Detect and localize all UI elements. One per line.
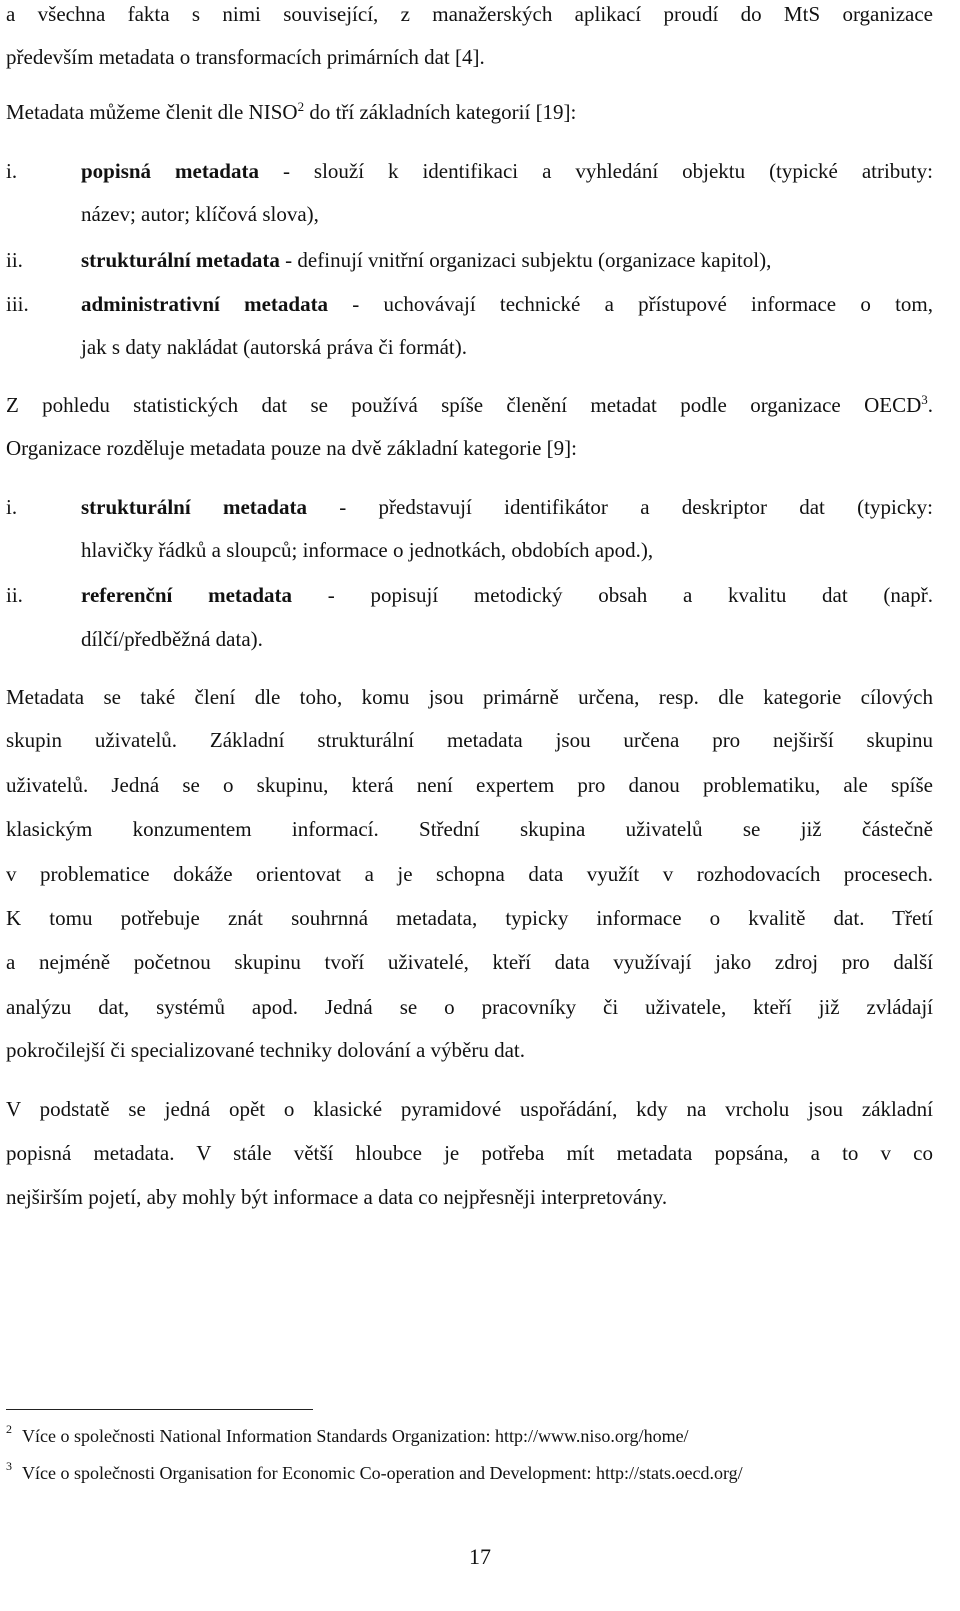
oecd-introduction-text: Z pohledu statistických dat se používá spíše členění metadat podle organizace OECD [6, 393, 922, 417]
list-item-text [81, 246, 771, 274]
list-item-text [81, 493, 933, 521]
metadata-description: - uchovávají technické a přístupové informace o tom, [328, 292, 933, 316]
list-number: iii. [6, 292, 29, 316]
paragraph-line: v problematice dokáže orientovat a je schopna data využít v rozhodovacích procesech. [6, 862, 933, 886]
metadata-term: popisná metadata [81, 159, 259, 183]
paragraph-line: V podstatě se jedná opět o klasické pyramidové uspořádání, kdy na vrcholu jsou základní [6, 1097, 933, 1121]
footnote-text: Více o společnosti National Information Standards Organization: http://www.niso.org/home/ [22, 1426, 689, 1446]
paragraph-line: pokročilejší či specializované techniky dolování a výběru dat. [6, 1038, 525, 1062]
paragraph-line: Metadata se také člení dle toho, komu jsou primárně určena, resp. dle kategorie cílových [6, 685, 933, 709]
niso-introduction [6, 98, 576, 126]
list-item-continuation: dílčí/předběžná data). [81, 627, 263, 651]
paragraph-line: uživatelů. Jedná se o skupinu, která není expertem pro danou problematiku, ale spíše [6, 773, 933, 797]
paragraph-line: analýzu dat, systémů apod. Jedná se o pracovníky či uživatele, kteří již zvládají [6, 995, 933, 1019]
metadata-description: - slouží k identifikaci a vyhledání objektu (typické atributy: [258, 159, 933, 183]
list-item-continuation: jak s daty nakládat (autorská práva či formát). [81, 335, 468, 359]
paragraph-line: popisná metadata. V stále větší hloubce je potřeba mít metadata popsána, a to v co [6, 1141, 933, 1165]
metadata-description: - popisují metodický obsah a kvalitu dat (např. [292, 583, 933, 607]
paragraph-line: klasickým konzumentem informací. Střední skupina uživatelů se již částečně [6, 817, 933, 841]
paragraph-line: a nejméně početnou skupinu tvoří uživatelé, kteří data využívají jako zdroj pro další [6, 950, 933, 974]
footnote-text: Více o společnosti Organisation for Economic Co-operation and Development: http://stats.oecd.org/ [22, 1463, 743, 1483]
paragraph-line: K tomu potřebuje znát souhrnná metadata, typicky informace o kvalitě dat. Třetí [6, 906, 933, 930]
page-number: 17 [469, 1544, 491, 1569]
footnote-reference: 2 [297, 99, 305, 114]
oecd-introduction-text: . [927, 393, 933, 417]
metadata-description: - představují identifikátor a deskriptor dat (typicky: [306, 495, 933, 519]
list-item-text [81, 157, 933, 185]
list-number: ii. [6, 248, 23, 272]
list-number: i. [6, 495, 18, 519]
footnote-item: 3 Více o společnosti Organisation for Economic Co-operation and Development: http://stats.oecd.org/ [6, 1459, 743, 1483]
oecd-introduction [6, 391, 933, 419]
paragraph-line: nejširším pojetí, aby mohly být informace a data co nejpřesněji interpretovány. [6, 1185, 668, 1209]
metadata-term: strukturální metadata [81, 495, 307, 519]
metadata-term: referenční metadata [81, 583, 293, 607]
footnote-reference: 3 [921, 392, 928, 407]
list-item-text [81, 581, 933, 609]
footnote-item: 2 Více o společnosti National Information Standards Organization: http://www.niso.org/home/ [6, 1422, 689, 1446]
niso-introduction-text: Metadata můžeme členit dle NISO [6, 100, 298, 124]
metadata-term: administrativní metadata [81, 292, 329, 316]
metadata-description: - definují vnitřní organizaci subjektu (organizace kapitol), [279, 248, 772, 272]
niso-introduction-text: do tří základních kategorií [19]: [304, 100, 577, 124]
list-item-continuation: název; autor; klíčová slova), [81, 202, 319, 226]
paragraph-line: skupin uživatelů. Základní strukturální metadata jsou určena pro nejširší skupinu [6, 728, 933, 752]
oecd-introduction: Organizace rozděluje metadata pouze na dvě základní kategorie [9]: [6, 436, 577, 460]
list-number: i. [6, 159, 18, 183]
opening-text-line: především metadata o transformacích primárních dat [4]. [6, 45, 485, 69]
list-item-text [81, 290, 933, 318]
footnote-separator [6, 1409, 313, 1410]
opening-text-line: a všechna fakta s nimi související, z manažerských aplikací proudí do MtS organizace [6, 2, 933, 26]
list-number: ii. [6, 583, 23, 607]
list-item-continuation: hlavičky řádků a sloupců; informace o jednotkách, obdobích apod.), [81, 538, 654, 562]
metadata-term: strukturální metadata [81, 248, 280, 272]
